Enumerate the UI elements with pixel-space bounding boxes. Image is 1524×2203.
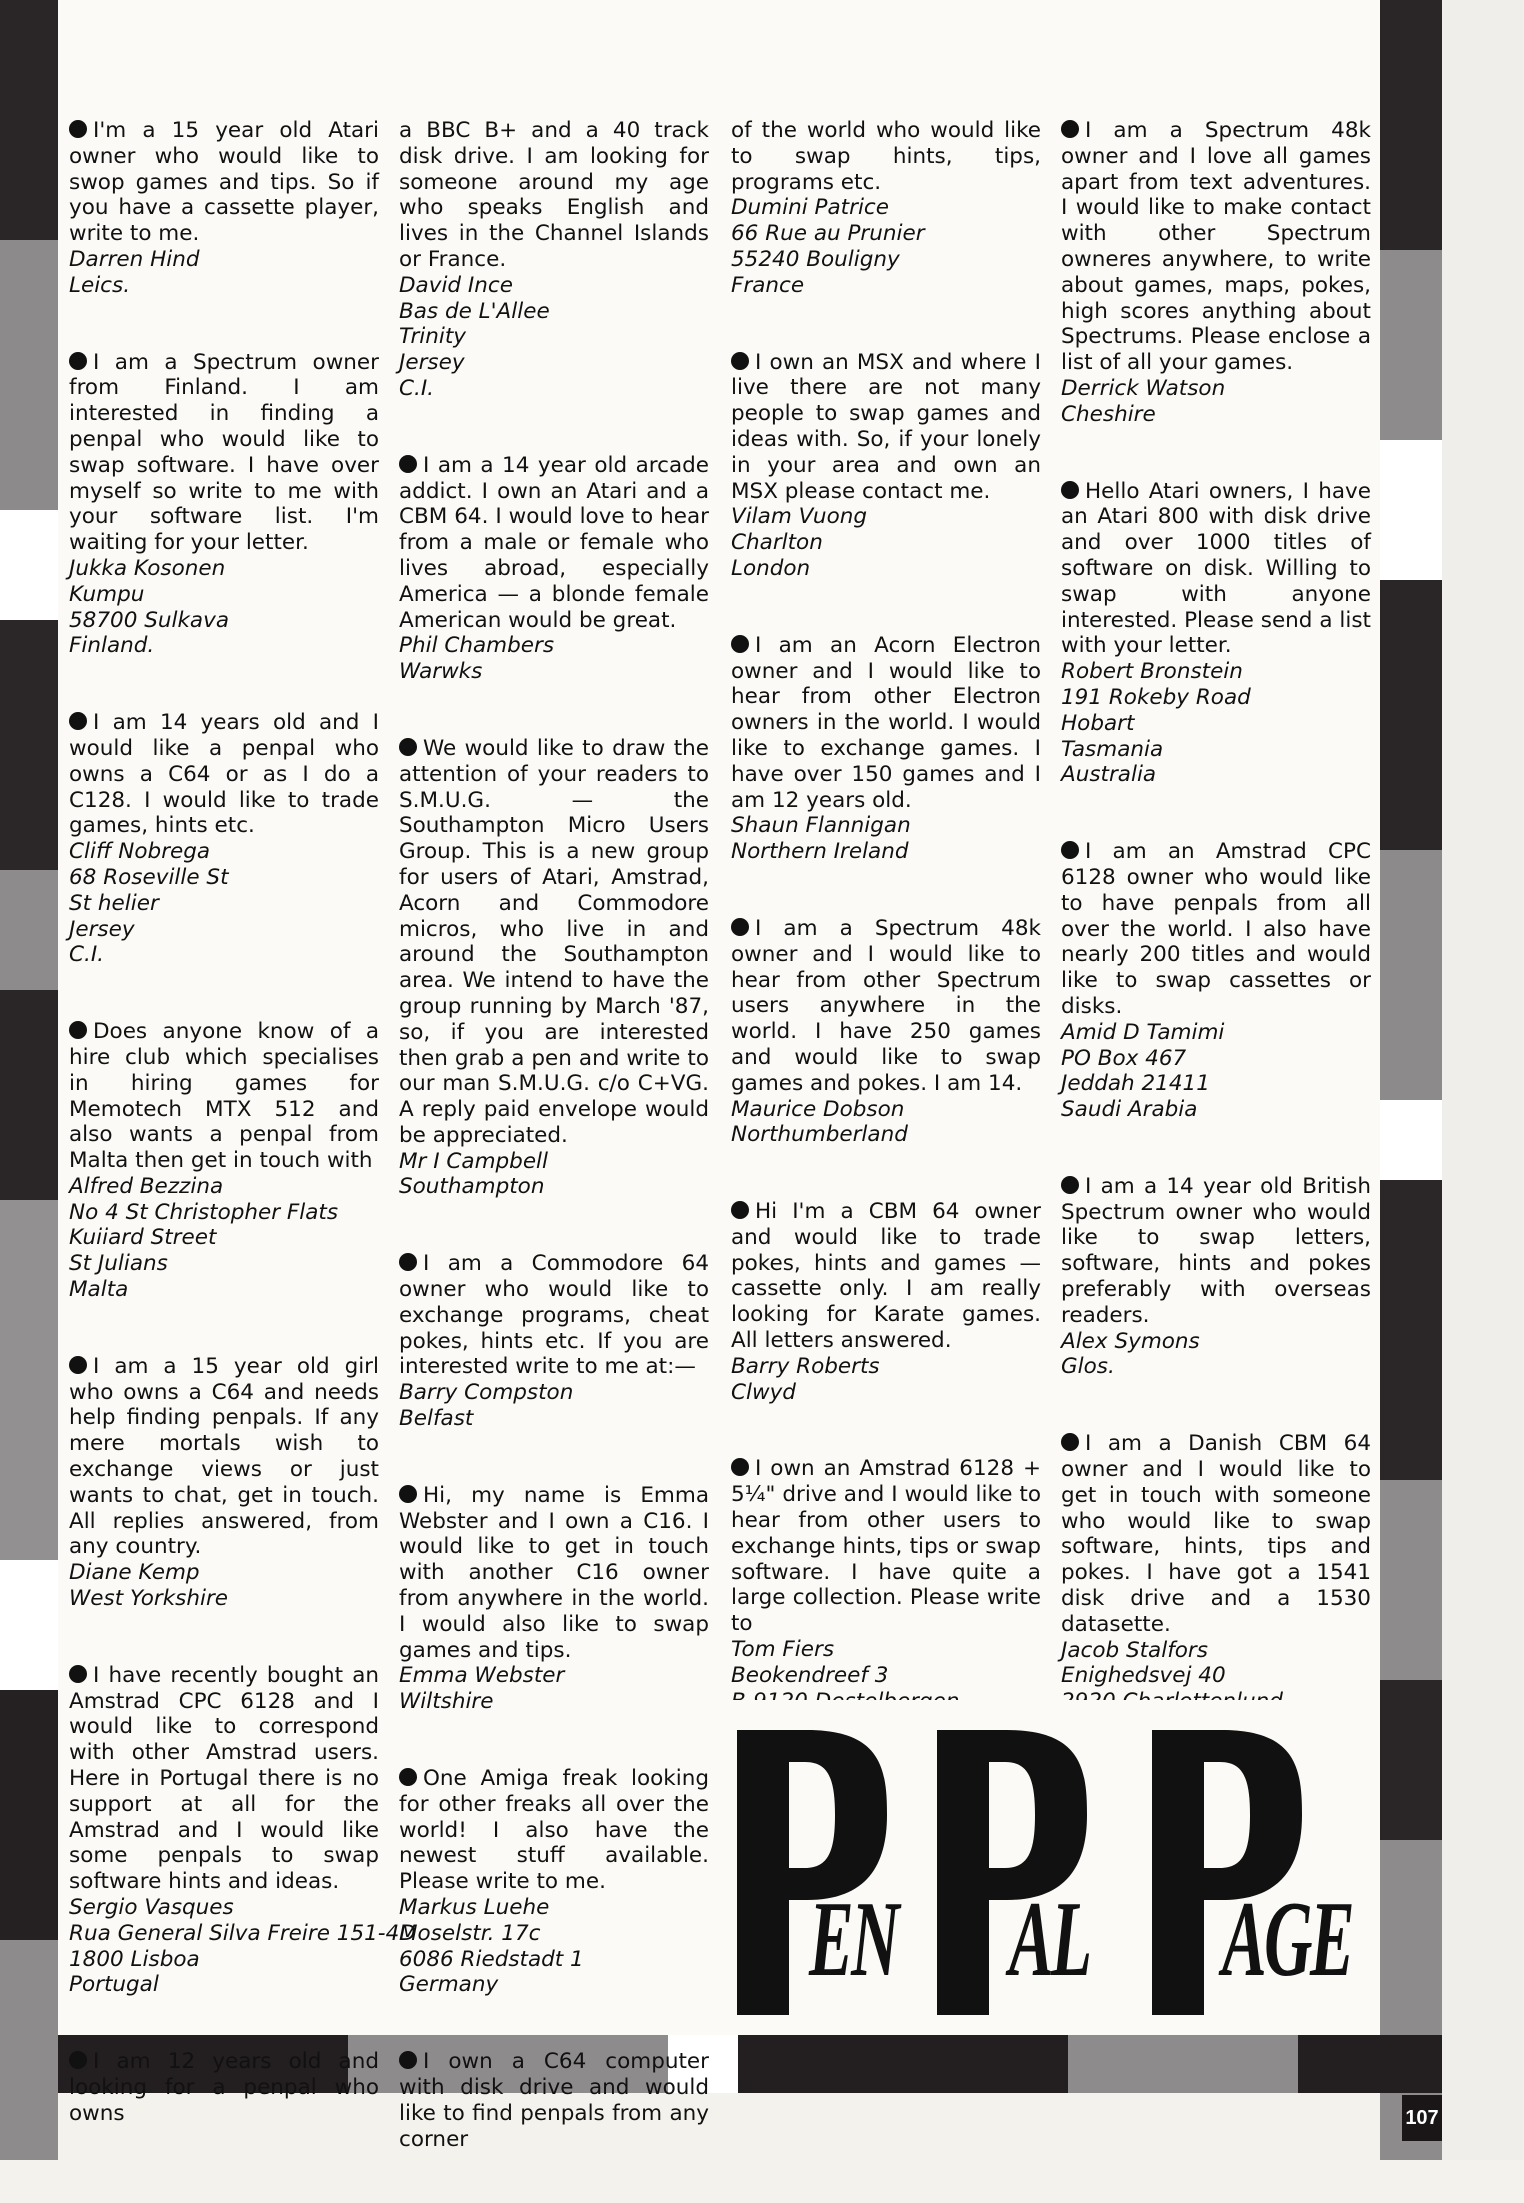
letter-body: [1061, 118, 1371, 376]
letter-text: I am a Spectrum 48k owner and I would like to hear from other Spectrum users anywhere in the world. I have 250 games and would like to swap games and pokes. I am 14.: [731, 915, 1041, 1096]
letter-text: I own an MSX and where I live there are not many people to swap games and ideas with. So, if your lonely in your area and own an MSX please contact me.: [731, 349, 1041, 504]
letter-body: [69, 1019, 379, 1174]
penpal-letter: [399, 736, 709, 1200]
address-line: Darren Hind: [69, 246, 200, 272]
penpal-letter: [731, 1199, 1041, 1405]
right-margin: [1442, 0, 1524, 2160]
address-line: Finland.: [69, 633, 155, 659]
letter-body: [69, 2049, 379, 2126]
letter-text: I am a 14 year old arcade addict. I own an Atari and a CBM 64. I would love to hear from a male or female who lives abroad, especially America — a blonde female American would be great.: [399, 452, 709, 633]
bullet-icon: [69, 1665, 87, 1683]
address-line: David Ince: [399, 272, 513, 298]
address-line: Germany: [399, 1972, 499, 1998]
letter-text: I am a 15 year old girl who owns a C64 and needs help finding penpals. If any mere mortals wish to exchange views or just wants to chat, get in touch. All replies answered, from any country.: [69, 1353, 379, 1560]
bullet-icon: [69, 1021, 87, 1039]
penpal-letter: [69, 1662, 416, 1998]
letter-text: I am 12 years old and looking for a penpal who owns: [69, 2049, 379, 2126]
penpal-letter: [399, 1251, 709, 1432]
letter-body: [1061, 839, 1371, 1020]
address-line: Glos.: [1061, 1354, 1115, 1380]
bullet-icon: [1061, 481, 1079, 499]
letter-body: [1061, 479, 1371, 660]
letter-body: [399, 453, 709, 634]
bullet-icon: [731, 1201, 749, 1219]
address-line: 68 Roseville St: [69, 864, 229, 890]
address-line: Trinity: [399, 324, 467, 350]
letter-address: [69, 556, 379, 659]
penpal-letter: [69, 350, 379, 660]
address-line: Diane Kemp: [69, 1560, 200, 1586]
address-line: Amid D Tamimi: [1061, 1019, 1225, 1045]
letter-address: [69, 247, 379, 299]
letter-body: [399, 1766, 709, 1895]
address-line: Bas de L'Allee: [399, 298, 550, 324]
letter-address: [399, 1149, 709, 1201]
letter-address: [1061, 376, 1371, 428]
address-line: Robert Bronstein: [1061, 659, 1243, 685]
address-line: 55240 Bouligny: [731, 246, 900, 272]
right-border-strip: [1380, 0, 1442, 2160]
letter-text: I own a C64 computer with disk drive and would like to find penpals from any corner: [399, 2049, 709, 2152]
letter-address: [69, 1895, 416, 1998]
address-line: Hobart: [1061, 710, 1135, 736]
bullet-icon: [69, 1356, 87, 1374]
letter-text: I am 14 years old and I would like a penpal who owns a C64 or as I do a C128. I would like to trade games, hints etc.: [69, 710, 379, 839]
address-line: Emma Webster: [399, 1663, 565, 1689]
left-border-strip: [0, 0, 58, 2160]
letter-address: [69, 839, 379, 968]
pen-pal-page-logo: [717, 1700, 1380, 2035]
address-line: Clwyd: [731, 1379, 796, 1405]
letter-body: [69, 1663, 379, 1895]
address-line: Vilam Vuong: [731, 504, 867, 530]
address-line: PO Box 467: [1061, 1045, 1187, 1071]
address-line: Barry Compston: [399, 1380, 574, 1406]
penpal-letter: [1061, 1431, 1371, 1741]
address-line: 6086 Riedstadt 1: [399, 1946, 584, 1972]
penpal-letter: [399, 1483, 709, 1715]
bullet-icon: [399, 738, 417, 756]
letter-text: I am a Spectrum owner from Finland. I am interested in finding a penpal who would like to swap software. I have over myself so write to me with your software list. I'm waiting for your letter.: [69, 349, 379, 556]
address-line: Northern Ireland: [731, 839, 909, 865]
bullet-icon: [399, 1768, 417, 1786]
address-line: Beokendreef 3: [731, 1662, 889, 1688]
letter-text: I have recently bought an Amstrad CPC 6128 and I would like to correspond with other Amstrad users. Here in Portugal there is no support at all for the Amstrad and I would like some penpals to swap software hints and ideas.: [69, 1662, 379, 1895]
address-line: Jeddah 21411: [1061, 1071, 1210, 1097]
address-line: West Yorkshire: [69, 1586, 229, 1612]
penpal-letter: [731, 1456, 1041, 1740]
letter-text: I am a Danish CBM 64 owner and I would like to get in touch with someone who would like to swap software, hints, tips and pokes. I have got a 1541 disk drive and a 1530 datasette.: [1061, 1431, 1371, 1637]
address-line: Warwks: [399, 659, 483, 685]
bullet-icon: [731, 635, 749, 653]
address-line: Phil Chambers: [399, 633, 555, 659]
letter-body: [1061, 1431, 1371, 1637]
address-line: 66 Rue au Prunier: [731, 221, 925, 247]
address-line: Malta: [69, 1277, 129, 1303]
penpal-letter: [399, 1766, 709, 1998]
letter-address: [731, 1097, 1041, 1149]
letter-text: of the world who would like to swap hints, tips, programs etc.: [731, 118, 1041, 195]
letter-body: [69, 710, 379, 839]
address-line: Tom Fiers: [731, 1637, 835, 1663]
address-line: Jersey: [399, 350, 465, 376]
address-line: Portugal: [69, 1972, 159, 1998]
bullet-icon: [69, 712, 87, 730]
bullet-icon: [69, 2051, 87, 2069]
letter-address: [1061, 1020, 1371, 1123]
letter-text: I own an Amstrad 6128 + 5¼" drive and I would like to hear from other users to exchange hints, tips or swap software. I have quite a large collection. Please write to: [731, 1456, 1041, 1637]
penpal-letter: [731, 118, 1041, 299]
address-line: Northumberland: [731, 1122, 908, 1148]
letter-address: [731, 813, 1041, 865]
penpal-letter: [1061, 479, 1371, 789]
address-line: Jukka Kosonen: [69, 555, 226, 581]
address-line: C.I.: [69, 942, 105, 968]
penpal-letter: [731, 350, 1041, 582]
address-line: Tasmania: [1061, 736, 1164, 762]
letter-text: I'm a 15 year old Atari owner who would like to swop games and tips. So if you have a cassette player, write to me.: [69, 118, 379, 247]
letter-text: I am an Acorn Electron owner and I would like to hear from other Electron owners in the world. I would like to exchange games. I have over 150 games and I am 12 years old.: [731, 632, 1041, 813]
letter-address: [399, 1663, 709, 1715]
letter-address: [69, 1560, 379, 1612]
penpal-letter: [399, 118, 709, 402]
letter-text: I am a 14 year old British Spectrum owner who would like to swap letters, software, hints and pokes preferably with overseas readers.: [1061, 1173, 1371, 1328]
letter-body: [731, 350, 1041, 505]
address-line: Dumini Patrice: [731, 195, 889, 221]
letter-text: I am an Amstrad CPC 6128 owner who would like to have penpals from all over the world. I also have nearly 200 titles and would like to swap cassettes or disks.: [1061, 839, 1371, 1019]
letter-address: [399, 633, 709, 685]
letter-address: [399, 1380, 709, 1432]
address-line: Cheshire: [1061, 401, 1156, 427]
letter-text: Hello Atari owners, I have an Atari 800 with disk drive and over 1000 titles of software on disk. Willing to swap with anyone interested. Please send a list with your letter.: [1061, 478, 1371, 659]
column-3: [731, 118, 1041, 1791]
address-line: Southampton: [399, 1174, 545, 1200]
address-line: No 4 St Christopher Flats: [69, 1199, 339, 1225]
letter-address: [69, 1174, 379, 1303]
logo-word-age: AGE: [1222, 1880, 1353, 1999]
address-line: Enighedsvej 40: [1061, 1663, 1226, 1689]
letter-text: a BBC B+ and a 40 track disk drive. I am looking for someone around my age who speaks English and lives in the Channel Islands or France.: [399, 118, 709, 272]
address-line: Kumpu: [69, 581, 145, 607]
letter-text: I am a Spectrum 48k owner and I love all games apart from text adventures. I would like to make contact with other Spectrum owneres anywhere, to write about games, maps, pokes, high scores anything about Spectrums. Please enclose a list of all your games.: [1061, 118, 1371, 376]
letter-body: [731, 1199, 1041, 1354]
letter-body: [69, 118, 379, 247]
address-line: Markus Luehe: [399, 1895, 550, 1921]
penpal-letter: [69, 710, 379, 968]
address-line: Mr I Campbell: [399, 1148, 548, 1174]
bullet-icon: [69, 120, 87, 138]
address-line: Leics.: [69, 272, 131, 298]
bullet-icon: [1061, 1176, 1079, 1194]
bullet-icon: [399, 455, 417, 473]
letter-body: [1061, 1174, 1371, 1329]
letter-body: [731, 118, 1041, 195]
address-line: Alfred Bezzina: [69, 1173, 224, 1199]
address-line: 191 Rokeby Road: [1061, 684, 1251, 710]
letter-text: Hi, my name is Emma Webster and I own a C16. I would like to get in touch with another C16 owner from anywhere in the world. I would also like to swap games and tips.: [399, 1482, 709, 1663]
penpal-letter: [731, 916, 1041, 1148]
penpal-letter: [1061, 839, 1371, 1123]
letter-body: [399, 1251, 709, 1380]
address-line: 1800 Lisboa: [69, 1946, 200, 1972]
address-line: France: [731, 272, 805, 298]
bullet-icon: [399, 1485, 417, 1503]
letter-body: [399, 2049, 709, 2152]
bullet-icon: [731, 918, 749, 936]
address-line: St helier: [69, 890, 159, 916]
address-line: Barry Roberts: [731, 1353, 880, 1379]
address-line: Derrick Watson: [1061, 375, 1226, 401]
letter-address: [399, 1895, 709, 1998]
address-line: Sergio Vasques: [69, 1895, 234, 1921]
bullet-icon: [1061, 120, 1079, 138]
page-number: 107: [1402, 2095, 1442, 2141]
column-4: [1061, 118, 1371, 1792]
logo-word-en: EN: [809, 1880, 898, 1999]
address-line: Charlton: [731, 530, 823, 556]
letter-text: I am a Commodore 64 owner who would like to exchange programs, cheat pokes, hints etc. If you are interested write to me at:—: [399, 1251, 709, 1380]
penpal-letter: [1061, 118, 1371, 428]
penpal-letter: [69, 118, 379, 299]
column-2: [399, 118, 709, 2203]
bullet-icon: [399, 2051, 417, 2069]
address-line: Cliff Nobrega: [69, 839, 211, 865]
penpal-letter: [731, 633, 1041, 865]
bullet-icon: [69, 352, 87, 370]
letter-text: Does anyone know of a hire club which specialises in hiring games for Memotech MTX 512 and also wants a penpal from Malta then get in touch with: [69, 1019, 379, 1174]
address-line: Rua General Silva Freire 151-4D: [69, 1920, 416, 1946]
letter-address: [1061, 1329, 1371, 1381]
column-1: [69, 118, 416, 2178]
letter-body: [731, 916, 1041, 1097]
letter-address: [731, 195, 1041, 298]
address-line: St Julians: [69, 1251, 168, 1277]
bullet-icon: [399, 1253, 417, 1271]
penpal-letter: [69, 2049, 379, 2126]
bullet-icon: [731, 352, 749, 370]
letter-text: Hi I'm a CBM 64 owner and would like to trade pokes, hints and games — cassette only. I am really looking for Karate games. All letters answered.: [731, 1199, 1041, 1354]
address-line: Alex Symons: [1061, 1328, 1200, 1354]
address-line: Wiltshire: [399, 1689, 494, 1715]
address-line: Belfast: [399, 1406, 474, 1432]
address-line: Shaun Flannigan: [731, 813, 911, 839]
address-line: Kuiiard Street: [69, 1225, 217, 1251]
letter-body: [69, 1354, 379, 1560]
letter-text: One Amiga freak looking for other freaks all over the world! I also have the newest stuff available. Please write to me.: [399, 1766, 709, 1895]
bullet-icon: [731, 1458, 749, 1476]
address-line: Australia: [1061, 762, 1157, 788]
letter-body: [731, 633, 1041, 814]
address-line: C.I.: [399, 375, 435, 401]
address-line: Jacob Stalfors: [1061, 1637, 1208, 1663]
penpal-letter: [399, 453, 709, 685]
letter-address: [731, 1354, 1041, 1406]
penpal-letter: [399, 2049, 709, 2152]
address-line: Jersey: [69, 916, 135, 942]
logo-word-al: AL: [1009, 1880, 1090, 1999]
letter-address: [731, 504, 1041, 581]
bullet-icon: [1061, 841, 1079, 859]
letter-body: [399, 736, 709, 1149]
letter-address: [1061, 659, 1371, 788]
address-line: Saudi Arabia: [1061, 1097, 1198, 1123]
address-line: Moselstr. 17c: [399, 1920, 541, 1946]
letter-body: [69, 350, 379, 556]
address-line: 58700 Sulkava: [69, 607, 230, 633]
letter-text: We would like to draw the attention of your readers to S.M.U.G. — the Southampton Micro Users Group. This is a new group for users of Atari, Amstrad, Acorn and Commodore micros, who live in and around the Southampton area. We intend to have the group running by March '87, so, if you are interested then grab a pen and write to our man S.M.U.G. c/o C+VG. A reply paid envelope would be appreciated.: [399, 735, 709, 1148]
letter-address: [399, 273, 709, 402]
address-line: London: [731, 555, 811, 581]
bullet-icon: [1061, 1433, 1079, 1451]
letter-body: [399, 118, 709, 273]
letter-body: [731, 1456, 1041, 1637]
penpal-letter: [69, 1354, 379, 1612]
penpal-letter: [69, 1019, 379, 1303]
address-line: Maurice Dobson: [731, 1096, 905, 1122]
penpal-letter: [1061, 1174, 1371, 1380]
letter-body: [399, 1483, 709, 1664]
